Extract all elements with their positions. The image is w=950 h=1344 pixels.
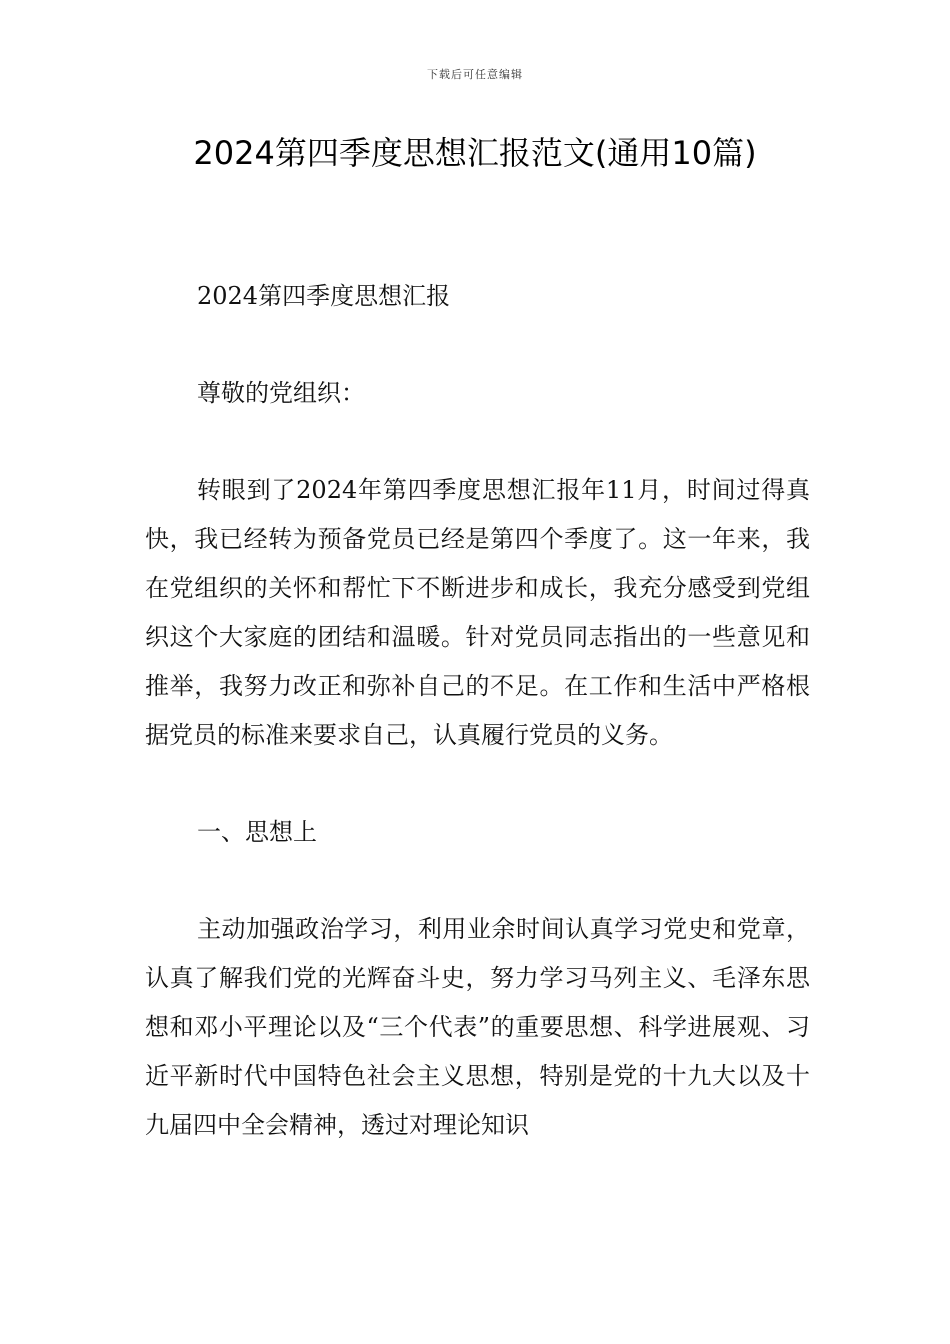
section-heading: 2024第四季度思想汇报 xyxy=(197,282,451,310)
body-paragraph: 转眼到了2024年第四季度思想汇报年11月，时间过得真快，我已经转为预备党员已经是第四个季度了。这一年来，我在党组织的关怀和帮忙下不断进步和成长，我充分感受到党组织这个大家庭的团结和温暖。针对党员同志指出的一些意见和推举，我努力改正和弥补自己的不足。在工作和生活中严格根据党员的标准来要求自己，认真履行党员的义务。 xyxy=(145,476,810,749)
header-note: 下载后可任意编辑 xyxy=(427,68,523,81)
subsection-heading: 一、思想上 xyxy=(197,818,317,846)
document-body xyxy=(145,272,810,1198)
body-paragraph: 主动加强政治学习，利用业余时间认真学习党史和党章，认真了解我们党的光辉奋斗史，努力学习马列主义、毛泽东思想和邓小平理论以及“三个代表”的重要思想、科学进展观、习近平新时代中国特色社会主义思想，特别是党的十九大以及十九届四中全会精神，透过对理论知识 xyxy=(145,915,810,1139)
document-title: 2024第四季度思想汇报范文(通用10篇) xyxy=(193,134,757,172)
salutation: 尊敬的党组织： xyxy=(197,379,365,407)
